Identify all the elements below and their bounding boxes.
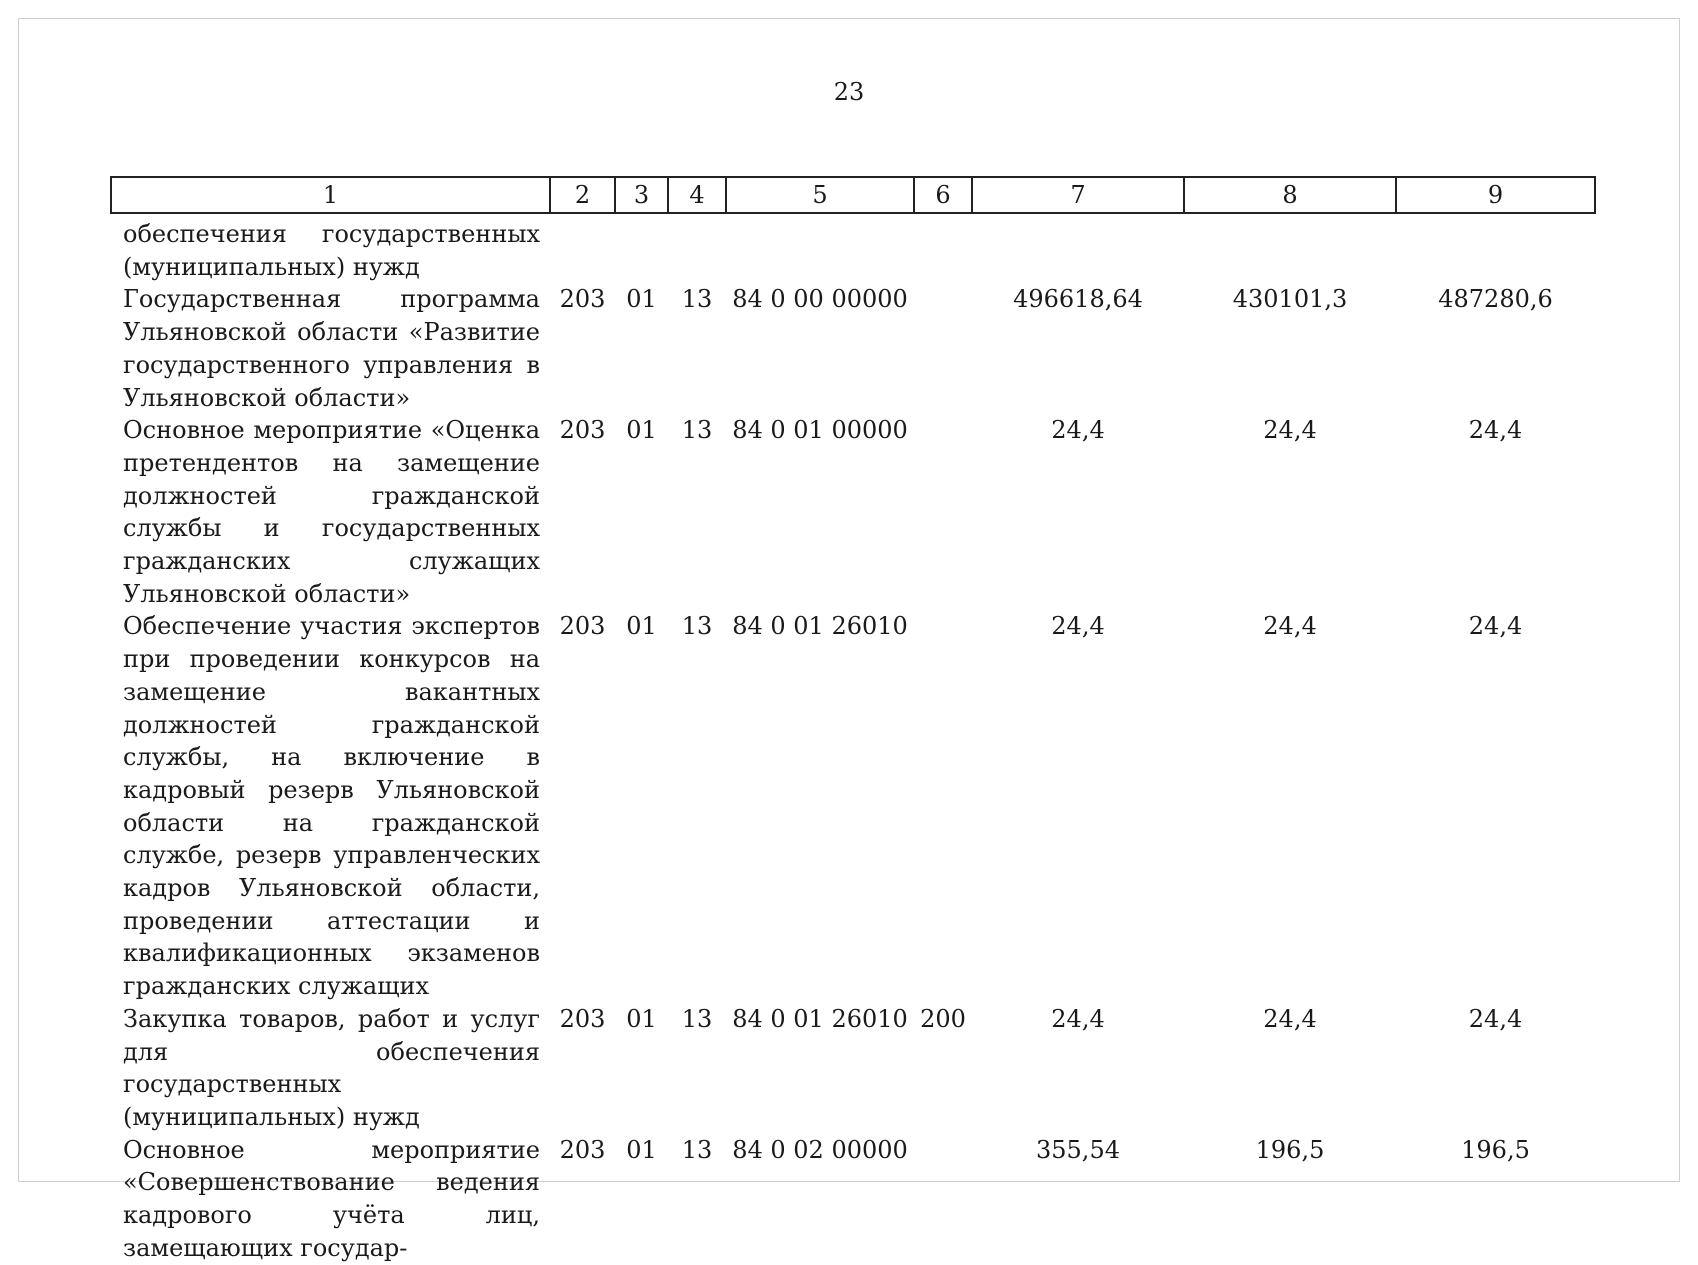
row-c4: 13 [681, 285, 713, 314]
table-row [111, 213, 1595, 283]
row-c8: 196,5 [1255, 1135, 1325, 1164]
row-c2: 203 [559, 612, 606, 641]
row-c9: 487280,6 [1438, 285, 1553, 314]
row-c2: 203 [559, 416, 606, 445]
row-name: Основное мероприятие «Совершенствование ведения кадрового учёта лиц, замещающих государ- [123, 1135, 540, 1262]
row-c8 [1184, 213, 1396, 283]
header-col-9: 9 [1396, 177, 1595, 213]
header-col-7: 7 [972, 177, 1184, 213]
row-c9 [1396, 213, 1595, 283]
row-c2: 203 [559, 285, 606, 314]
row-c4: 13 [681, 612, 713, 641]
row-name: Основное мероприятие «Оценка претендентов на замещение должностей гражданской службы и государственных гражданских служащих Ульяновской области» [123, 416, 540, 608]
row-name: Государственная программа Ульяновской области «Развитие государственного управления в Ульяновской области» [123, 285, 540, 412]
row-c8: 24,4 [1263, 416, 1317, 445]
row-c7: 24,4 [1051, 1004, 1105, 1033]
header-row [111, 177, 1595, 213]
row-c8: 24,4 [1263, 612, 1317, 641]
row-c3: 01 [626, 612, 657, 641]
header-col-1: 1 [111, 177, 550, 213]
budget-table [110, 176, 1596, 1265]
row-name: обеспечения государственных (муниципальных) нужд [123, 220, 540, 281]
row-c6 [914, 610, 972, 1002]
table-row [111, 283, 1595, 414]
row-c8: 430101,3 [1232, 285, 1348, 314]
header-col-6: 6 [914, 177, 972, 213]
row-c2: 203 [559, 1004, 606, 1033]
row-c7 [972, 213, 1184, 283]
row-c6 [914, 283, 972, 414]
row-c2 [550, 213, 615, 283]
row-c5: 84 0 01 26010 [732, 612, 908, 641]
header-col-3: 3 [615, 177, 668, 213]
row-c5: 84 0 01 00000 [732, 416, 908, 445]
row-name: Закупка товаров, работ и услуг для обеспечения государственных (муниципальных) нужд [123, 1004, 540, 1131]
header-col-5: 5 [726, 177, 914, 213]
row-c5: 84 0 00 00000 [732, 285, 908, 314]
row-c4: 13 [681, 416, 713, 445]
row-c9: 196,5 [1461, 1135, 1530, 1164]
header-col-8: 8 [1184, 177, 1396, 213]
row-c5: 84 0 02 00000 [732, 1135, 908, 1164]
row-c5 [726, 213, 914, 283]
row-c3: 01 [626, 285, 657, 314]
table-header [111, 177, 1595, 213]
row-c8: 24,4 [1263, 1004, 1317, 1033]
row-c2: 203 [559, 1135, 606, 1164]
table-body [111, 213, 1595, 1265]
row-c9: 24,4 [1468, 416, 1523, 445]
table-row [111, 414, 1595, 610]
row-c6 [914, 1134, 972, 1265]
row-c9: 24,4 [1468, 612, 1523, 641]
table-row [111, 610, 1595, 1002]
row-c6: 200 [920, 1004, 966, 1033]
row-c5: 84 0 01 26010 [732, 1004, 908, 1033]
page-number: 23 [833, 78, 865, 106]
row-c7: 496618,64 [1013, 285, 1143, 314]
header-col-2: 2 [550, 177, 615, 213]
row-c7: 355,54 [1036, 1135, 1120, 1164]
table-row [111, 1134, 1595, 1265]
header-col-4: 4 [668, 177, 726, 213]
row-c3: 01 [626, 1135, 657, 1164]
row-c6 [914, 213, 972, 283]
row-c3 [615, 213, 668, 283]
row-c9: 24,4 [1468, 1004, 1523, 1033]
row-c4: 13 [681, 1004, 713, 1033]
row-name: Обеспечение участия экспертов при проведении конкурсов на замещение вакантных должностей гражданской службы, на включение в кадровый резерв Ульяновской области на гражданской службе, резерв управленческих кадров Ульяновской области, проведении аттестации и квалификационных экзаменов гражданских служащих [123, 612, 540, 1001]
table-row [111, 1003, 1595, 1134]
row-c7: 24,4 [1051, 612, 1105, 641]
row-c3: 01 [626, 1004, 657, 1033]
row-c6 [914, 414, 972, 610]
row-c3: 01 [626, 416, 657, 445]
row-c4 [668, 213, 726, 283]
row-c7: 24,4 [1051, 416, 1105, 445]
row-c4: 13 [681, 1135, 713, 1164]
